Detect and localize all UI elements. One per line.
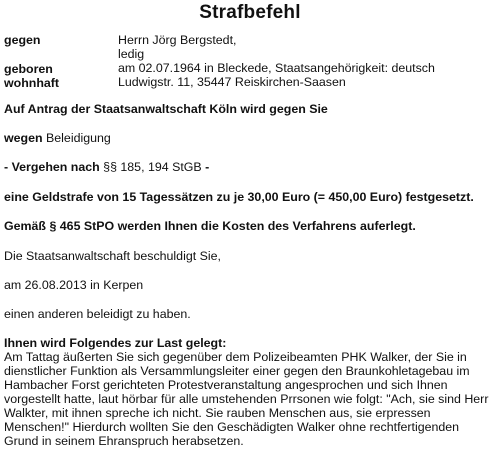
antrag-line: Auf Antrag der Staatsanwaltschaft Köln wird gegen Sie [4, 102, 328, 116]
vergehen-label: - Vergehen nach [4, 160, 100, 174]
marital-status: ledig [118, 47, 145, 61]
kosten-line: Gemäß § 465 StPO werden Ihnen die Kosten des Verfahrens auferlegt. [4, 219, 416, 233]
geldstrafe-line: eine Geldstrafe von 15 Tagessätzen zu je 30,00 Euro (= 450,00 Euro) festgesetzt. [4, 190, 474, 204]
geboren-label: geboren [4, 62, 53, 76]
wegen-value: Beleidigung [46, 131, 111, 145]
last-text: Am Tattag äußerten Sie sich gegenüber dem Polizeibeamten PHK Walker, der Sie in dienstlicher Funktion als Versammlungsleiter einer gegen den Braunkohletagebau im Hambacher Forst gerichteten Protestveranstaltung angesprochen und sich Ihnen vorgestellt hatte, laut hörbar für alle umstehenden Prrsonen wie folgt: "Ach, sie sind Herr Walkter, mit ihnen spreche ich nicht. Sie rauben Menschen aus, sie erpressen Menschen!" Hierdurch wollten Sie den Geschädigten Walker ohne rechtfertigenden Grund in seinem Ehranspruch herabsetzen. [4, 350, 489, 448]
beschuldigt-line: Die Staatsanwaltschaft beschuldigt Sie, [4, 249, 221, 263]
address: Ludwigstr. 11, 35447 Reiskirchen-Saasen [118, 75, 346, 89]
vergehen-dash: - [201, 160, 210, 174]
vergehen-line [4, 160, 209, 174]
gegen-label: gegen [4, 33, 41, 47]
document-title: Strafbefehl [199, 2, 301, 23]
datum-ort-line: am 26.08.2013 in Kerpen [4, 278, 144, 292]
person-name: Herrn Jörg Bergstedt, [118, 33, 237, 47]
paragraphs-value: §§ 185, 194 StGB [103, 160, 202, 174]
wegen-label: wegen [4, 131, 43, 145]
birth-info: am 02.07.1964 in Bleckede, Staatsangehörigkeit: deutsch [118, 61, 435, 75]
beleidigt-line: einen anderen beleidigt zu haben. [4, 307, 191, 321]
last-heading: Ihnen wird Folgendes zur Last gelegt: [4, 336, 227, 350]
wegen-line [4, 131, 111, 145]
wohnhaft-label: wohnhaft [4, 76, 60, 90]
